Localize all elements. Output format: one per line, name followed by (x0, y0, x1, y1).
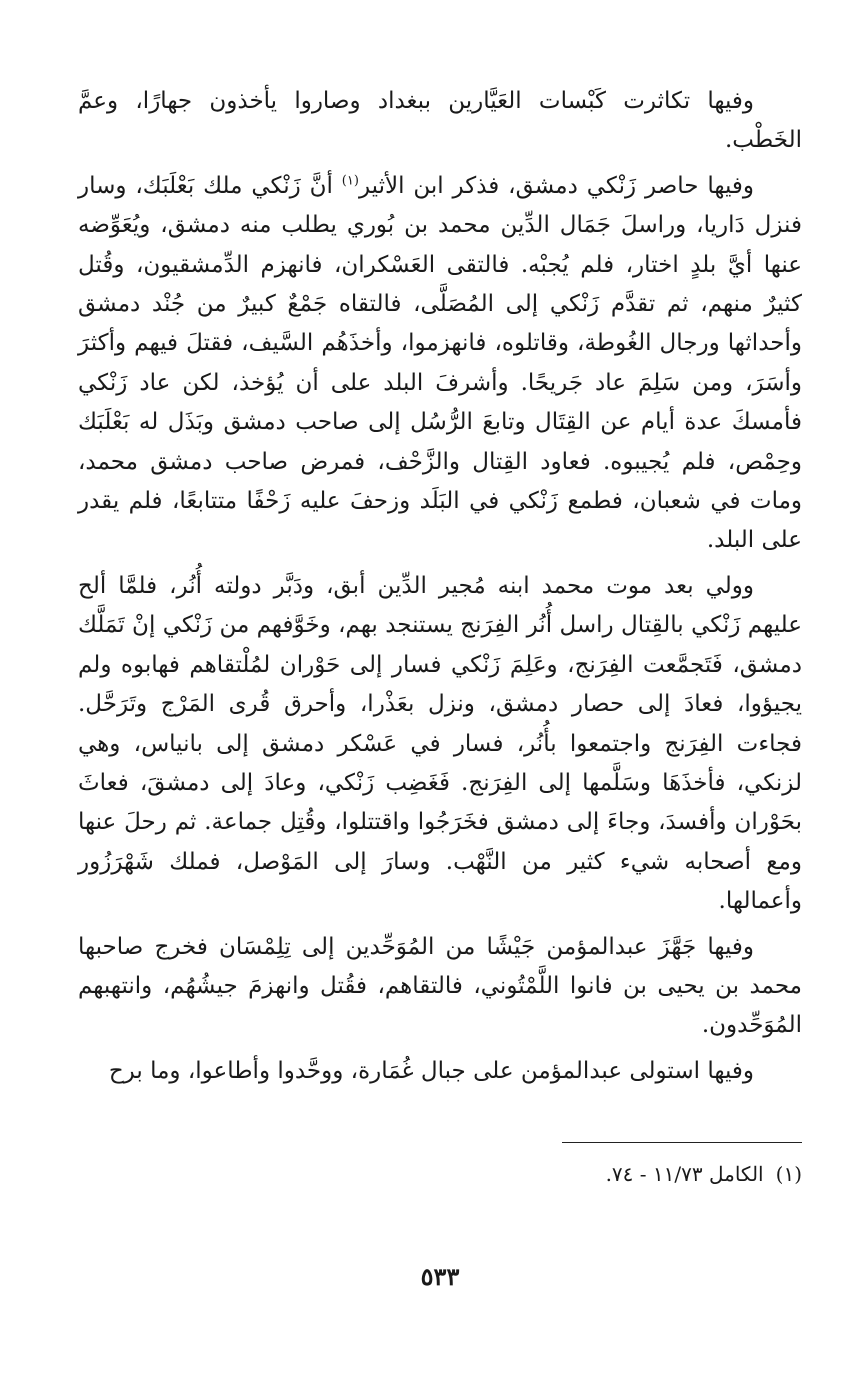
paragraph-4: وفيها جَهَّزَ عبدالمؤمن جَيْشًا من المُوَحِّدين إلى تِلِمْسَان فخرج صاحبها محمد بن يحيى بن فانوا اللَّمْتُوني، فالتقاهم، فقُتل وانهزمَ جيشُهُم، وانتهبهم المُوَحِّدون. (78, 933, 802, 1039)
footnote (78, 1159, 802, 1189)
footnote-marker: (١) (775, 1162, 802, 1186)
paragraph-3: وولي بعد موت محمد ابنه مُجير الدِّين أبق، ودَبَّر دولته أُنُر، فلمَّا ألح عليهم زَنْكي بالقِتال راسل أُنُر الفِرَنج يستنجد بهم، وخَوَّفهم من زَنْكي إنْ تَمَلَّك دمشق، فَتَجمَّعت الفِرَنج، وعَلِمَ زَنْكي فسار إلى حَوْران لمُلْتقاهم فهابوه ولم يجيؤوا، فعادَ إلى حصار دمشق، ونزل بعَذْرا، وأحرق قُرى المَرْج وتَرَحَّل. فجاءت الفِرَنج واجتمعوا بأُنُر، فسار في عَسْكر دمشق إلى بانياس، وهي لزنكي، فأخذَهَا وسَلَّمها إلى الفِرَنج. فَغَضِب زَنْكي، وعادَ إلى دمشقَ، فعاثَ بحَوْران وأفسدَ، وجاءَ إلى دمشق فخَرَجُوا واقتتلوا، وقُتِل جماعة. ثم رحلَ عنها ومع أصحابه شيء كثير من النَّهْب. وسارَ إلى المَوْصل، فملك شَهْرَزُور وأعمالها. (78, 572, 802, 915)
page-number: ٥٣٣ (420, 1262, 460, 1291)
footnote-text: الكامل ١١/٧٣ - ٧٤. (605, 1162, 764, 1186)
paragraph-1: وفيها تكاثرت كَبْسات العَيَّارين ببغداد وصاروا يأخذون جهارًا، وعمَّ الخَطْب. (78, 88, 802, 154)
book-page (78, 82, 802, 1352)
footnote-divider (562, 1142, 802, 1143)
paragraph-2-start: وفيها حاصر زَنْكي دمشق، فذكر ابن الأثير (358, 172, 754, 199)
footnote-reference: (١) (341, 173, 359, 189)
paragraph-5: وفيها استولى عبدالمؤمن على جبال غُمَارة، ووحَّدوا وأطاعوا، وما برح (108, 1057, 754, 1084)
paragraph-2-rest: أنَّ زَنْكي ملك بَعْلَبَك، وسار فنزل دَاريا، وراسلَ جَمَال الدِّين محمد بن بُوري يطلب منه دمشق، ويُعَوِّضه عنها أيَّ بلدٍ اختار، فلم يُجبْه. فالتقى العَسْكران، فانهزم الدِّمشقيون، وقُتل كثيرٌ منهم، ثم تقدَّم زَنْكي إلى المُصَلَّى، فالتقاه جَمْعٌ كبيرٌ من جُنْد دمشق وأحداثها ورجال الغُوطة، وقاتلوه، فانهزموا، وأخذَهُم السَّيف، فقتلَ فيهم وأكثرَ وأسَرَ، ومن سَلِمَ عاد جَريحًا. وأشرفَ البلد على أن يُؤخذ، لكن عاد زَنْكي فأمسكَ عدة أيام عن القِتَال وتابعَ الرُّسُل إلى صاحب دمشق وبَذَل له بَعْلَبَك وحِمْص، فلم يُجيبوه. فعاود القِتال والزَّحْف، فمرض صاحب دمشق محمد، ومات في شعبان، فطمع زَنْكي في البَلَد وزحفَ عليه زَحْفًا متتابعًا، فلم يقدر على البلد. (78, 172, 802, 554)
paragraph-2 (78, 167, 802, 561)
main-text (78, 82, 802, 1091)
